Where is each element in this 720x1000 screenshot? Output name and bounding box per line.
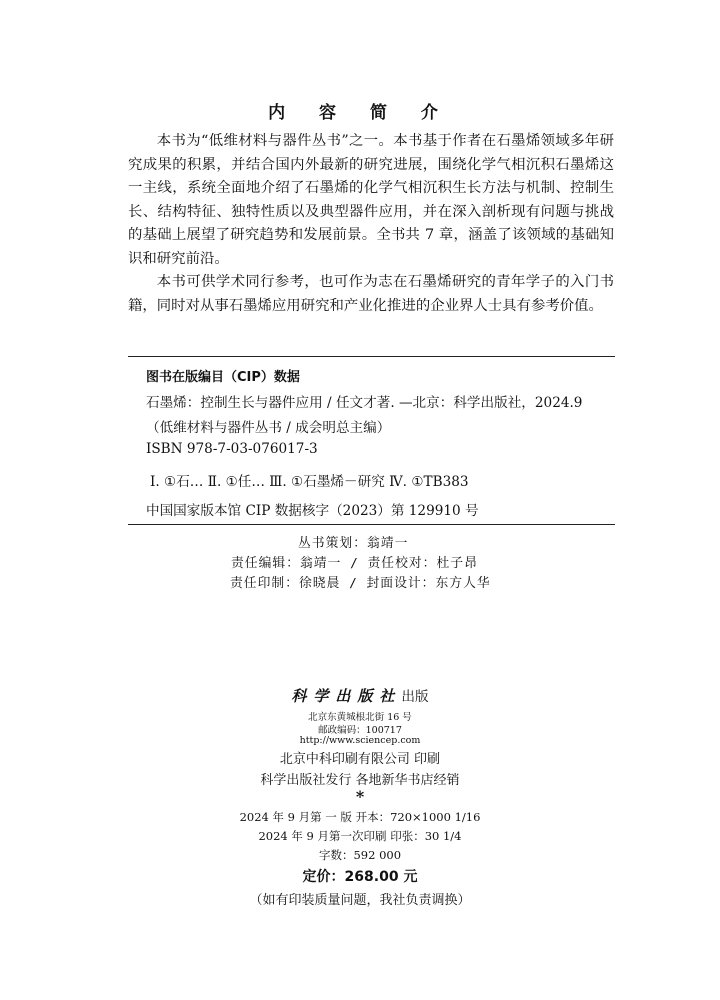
cip-title-line: 石墨烯：控制生长与器件应用 / 任文才著. —北京：科学出版社，2024.9	[146, 395, 583, 411]
intro-paragraph-2: 本书可供学术同行参考，也可作为志在石墨烯研究的青年学子的入门书籍，同时对从事石墨烯应用研究和产业化推进的企业界人士具有参考价值。	[128, 274, 614, 314]
publisher-postcode: 邮政编码：100717	[318, 725, 402, 736]
quality-notice: （如有印装质量问题，我社负责调换）	[249, 893, 471, 908]
printer: 北京中科印刷有限公司 印刷	[279, 752, 441, 767]
series-planner: 丛书策划：翁靖一	[298, 536, 409, 551]
cip-heading: 图书在版编目（CIP）数据	[146, 370, 300, 385]
cip-isbn: ISBN 978-7-03-076017-3	[146, 441, 318, 457]
cip-classification: Ⅰ. ①石… Ⅱ. ①任… Ⅲ. ①石墨烯－研究 Ⅳ. ①TB383	[150, 474, 469, 490]
page-title: 内 容 简 介	[268, 103, 452, 123]
edition-info: 2024 年 9 月第 一 版 开本：720×1000 1/16	[239, 810, 481, 824]
introduction	[128, 130, 614, 318]
publisher-address: 北京东黄城根北街 16 号	[308, 712, 412, 723]
price: 定价：268.00 元	[302, 869, 418, 885]
printing-and-cover: 责任印制：徐晓晨 / 封面设计：东方人华	[230, 576, 491, 591]
cip-series-line: （低维材料与器件丛书 / 成会明总主编）	[146, 420, 391, 436]
word-count: 字数：592 000	[318, 848, 402, 862]
responsible-editors: 责任编辑：翁靖一 / 责任校对：杜子昂	[231, 556, 478, 571]
publisher-website: http://www.sciencep.com	[299, 735, 421, 746]
publisher-suffix: 出版	[401, 689, 429, 705]
intro-paragraph-1: 本书为“低维材料与器件丛书”之一。本书基于作者在石墨烯领域多年研究成果的积累，并结合国内外最新的研究进展，围绕化学气相沉积石墨烯这一主线，系统全面地介绍了石墨烯的化学气相沉积生长方法与机制、控制生长、结构特征、独特性质以及典型器件应用，并在深入剖析现有问题与挑战的基础上展望了研究趋势和发展前景。全书共 7 章，涵盖了该领域的基础知识和研究前沿。	[128, 133, 614, 267]
cip-top-rule	[128, 356, 615, 357]
publisher-name-line	[0, 685, 720, 706]
distribution: 科学出版社发行 各地新华书店经销	[260, 773, 460, 788]
separator-star: *	[355, 787, 365, 806]
cip-bottom-rule	[128, 524, 615, 525]
printing-info: 2024 年 9 月第一次印刷 印张：30 1/4	[258, 829, 462, 843]
publisher-logo: 科学出版社	[291, 687, 402, 705]
cip-record-number: 中国国家版本馆 CIP 数据核字（2023）第 129910 号	[146, 503, 479, 519]
